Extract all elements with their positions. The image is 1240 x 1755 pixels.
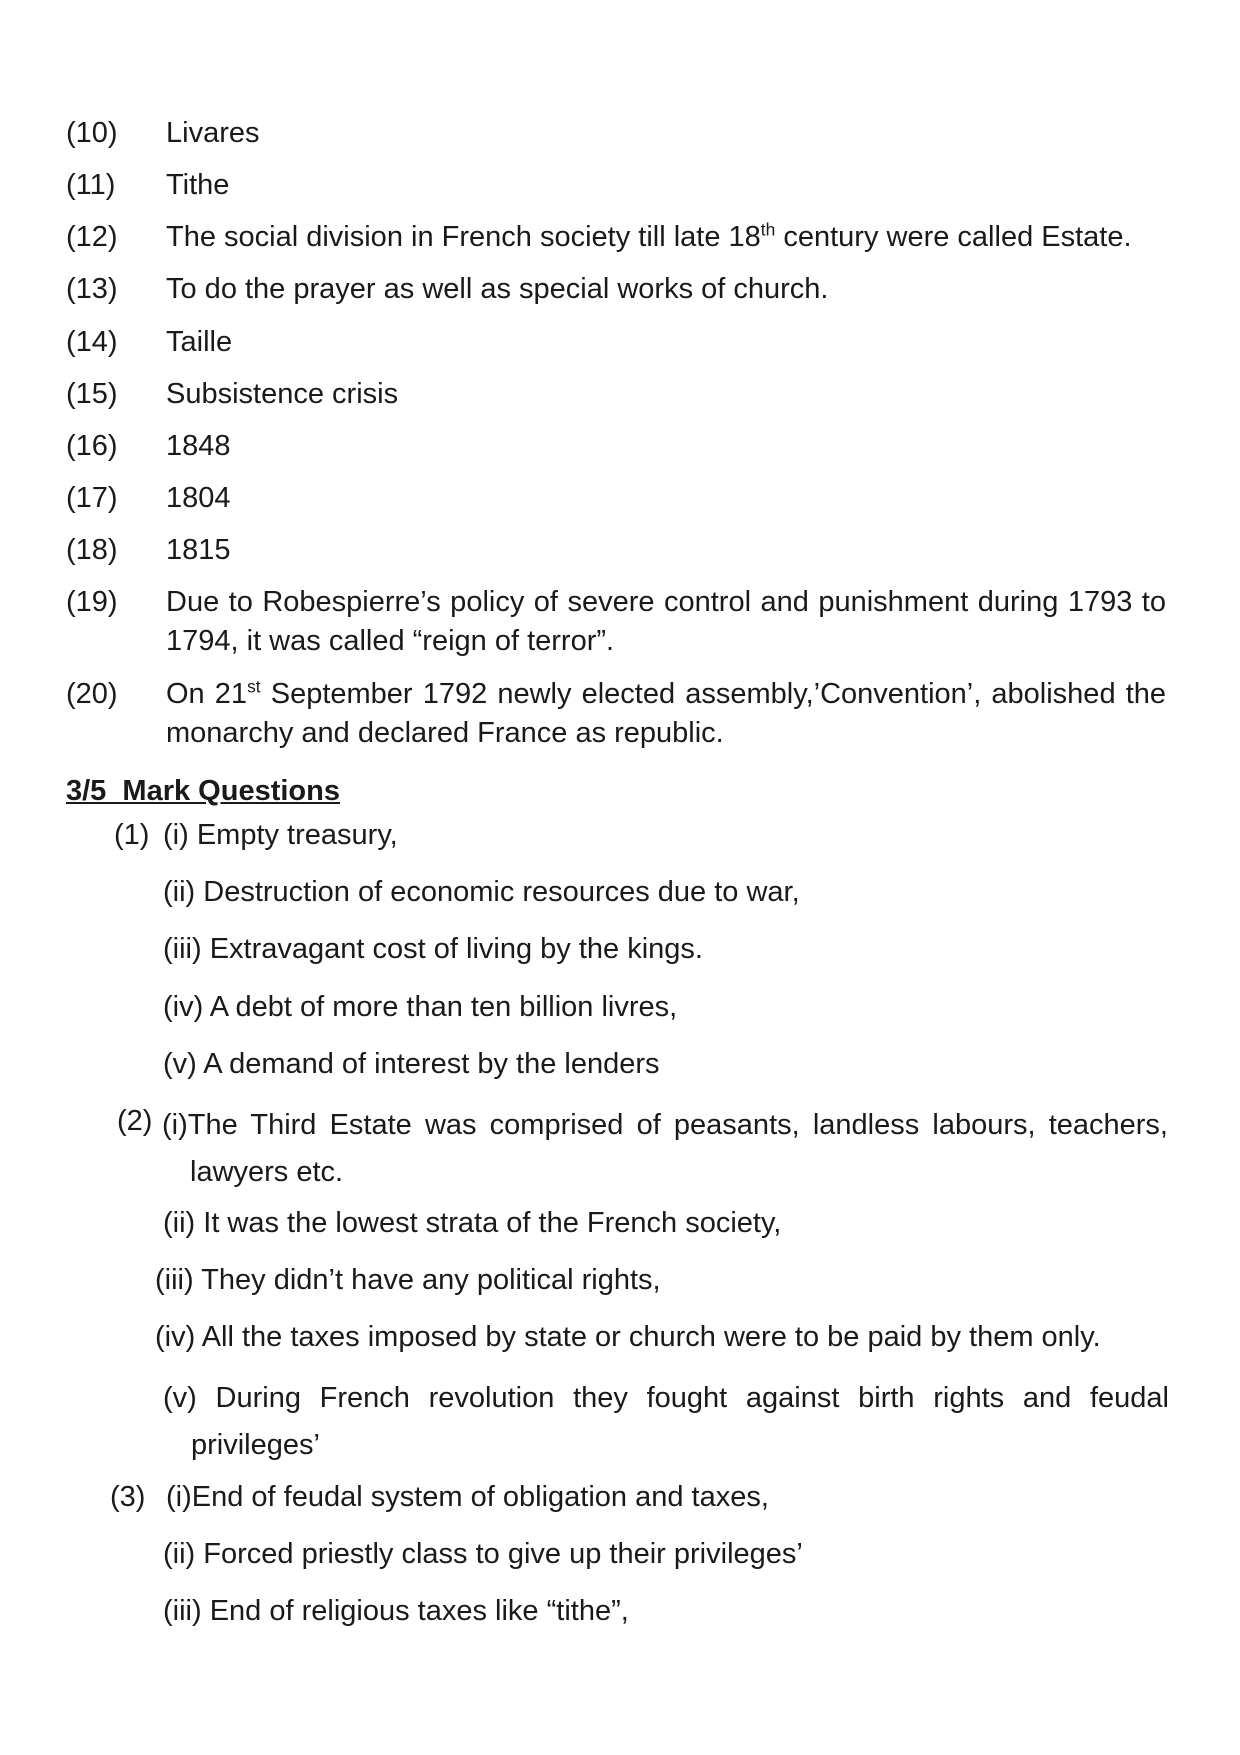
list-item bbox=[66, 218, 1166, 257]
item-text: Subsistence crisis bbox=[166, 377, 399, 410]
section-heading: 3/5 Mark Questions bbox=[66, 775, 340, 807]
item-number: (18) bbox=[66, 534, 118, 567]
answer-point: (iii) Extravagant cost of living by the kings. bbox=[163, 933, 703, 965]
item-text: Tithe bbox=[166, 169, 230, 202]
answer-point: (iii) End of religious taxes like “tithe”, bbox=[163, 1595, 629, 1627]
list-item bbox=[66, 583, 1166, 661]
list-item bbox=[66, 270, 1166, 309]
answer-point bbox=[163, 1375, 1169, 1469]
list-item bbox=[66, 479, 1166, 518]
item-number: (11) bbox=[66, 169, 116, 202]
item-text: 1804 bbox=[166, 481, 231, 514]
list-item bbox=[66, 427, 1166, 466]
list-item bbox=[66, 323, 1166, 362]
item-text bbox=[166, 218, 1166, 257]
list-item bbox=[66, 675, 1166, 753]
list-item bbox=[66, 114, 1166, 153]
answer-point-text: (i)The Third Estate was comprised of peasants, landless labours, teachers, lawyers etc. bbox=[162, 1109, 1168, 1188]
item-text: To do the prayer as well as special works of church. bbox=[166, 273, 829, 306]
question-number: (3) bbox=[110, 1481, 146, 1513]
answer-point bbox=[162, 1102, 1168, 1196]
ordinal-suffix: st bbox=[247, 675, 261, 696]
text-part: September 1792 newly elected assembly,’Convention’, abolished the monarchy and declared France as republic. bbox=[166, 677, 1167, 749]
short-answer-list bbox=[66, 114, 1166, 766]
item-text: 1815 bbox=[166, 534, 231, 567]
item-number: (15) bbox=[66, 377, 118, 410]
item-number: (16) bbox=[66, 429, 118, 462]
answer-point: (iv) All the taxes imposed by state or church were to be paid by them only. bbox=[155, 1321, 1101, 1353]
text-part: The social division in French society till late 18 bbox=[166, 221, 761, 254]
list-item bbox=[66, 531, 1166, 570]
answer-point: (iii) They didn’t have any political rights, bbox=[155, 1264, 661, 1296]
item-number: (19) bbox=[66, 586, 118, 619]
list-item bbox=[66, 375, 1166, 414]
answer-point: (ii) Forced priestly class to give up their privileges’ bbox=[163, 1538, 803, 1570]
item-number: (12) bbox=[66, 221, 118, 254]
item-text: 1848 bbox=[166, 429, 231, 462]
ordinal-suffix: th bbox=[760, 219, 776, 240]
item-number: (13) bbox=[66, 273, 118, 306]
answer-point: (iv) A debt of more than ten billion livres, bbox=[163, 991, 678, 1023]
item-number: (17) bbox=[66, 481, 118, 514]
answer-point: (v) A demand of interest by the lenders bbox=[163, 1048, 660, 1080]
item-number: (10) bbox=[66, 117, 118, 149]
answer-point-text: (v) During French revolution they fought against birth rights and feudal privileges’ bbox=[163, 1382, 1169, 1461]
item-text: Due to Robespierre’s policy of severe control and punishment during 1793 to 1794, it was called “reign of terror”. bbox=[166, 586, 1166, 658]
question-number: (1) bbox=[114, 819, 150, 851]
text-part: century were called Estate. bbox=[775, 221, 1132, 254]
item-text bbox=[166, 675, 1166, 753]
text-part: On 21 bbox=[166, 677, 248, 710]
answer-point: (ii) It was the lowest strata of the French society, bbox=[163, 1207, 782, 1239]
item-number: (14) bbox=[66, 325, 118, 358]
answer-point: (ii) Destruction of economic resources due to war, bbox=[163, 876, 800, 908]
list-item bbox=[66, 166, 1166, 205]
answer-point: (i) Empty treasury, bbox=[163, 819, 398, 851]
question-number: (2) bbox=[117, 1105, 153, 1137]
item-number: (20) bbox=[66, 677, 118, 710]
item-text: Taille bbox=[166, 325, 233, 358]
answer-point: (i)End of feudal system of obligation and taxes, bbox=[166, 1481, 769, 1513]
item-text: Livares bbox=[166, 117, 260, 149]
